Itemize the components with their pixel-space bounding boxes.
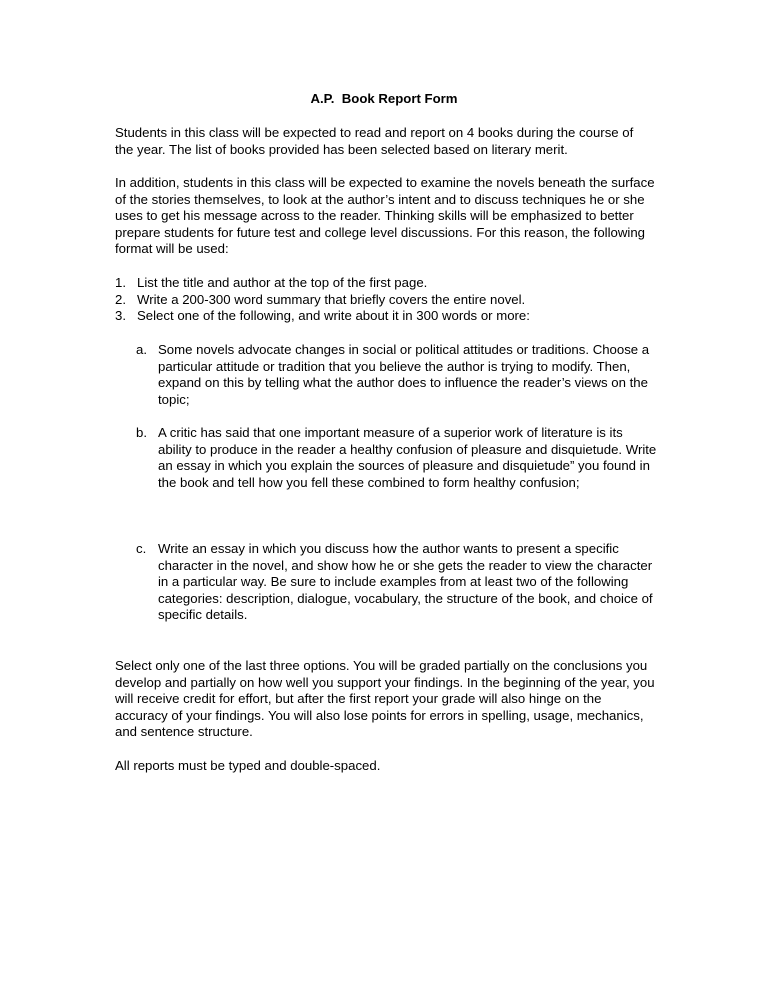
list-item — [115, 292, 655, 309]
numbered-list — [115, 275, 655, 325]
option-marker: c. — [136, 541, 147, 556]
option-c — [136, 541, 658, 624]
option-a — [136, 342, 658, 408]
list-marker: 3. — [115, 308, 126, 324]
list-item-text: List the title and author at the top of the first page. — [137, 275, 428, 290]
list-marker: 1. — [115, 275, 126, 290]
list-item-text: Write a 200-300 word summary that briefly covers the entire novel. — [137, 291, 526, 307]
closing-paragraph: All reports must be typed and double-spaced. — [115, 758, 381, 773]
option-b — [136, 425, 658, 491]
grading-paragraph: Select only one of the last three options. You will be graded partially on the conclusions you develop and partially on how well you support your findings. In the beginning of the year, you will receive credit for effort, but after the first report your grade will also hinge on the accuracy of your findings. You will also lose points for errors in spelling, usage, mechanics, and sentence structure. — [115, 658, 655, 740]
list-item — [115, 275, 655, 292]
option-text: Write an essay in which you discuss how the author wants to present a specific character in the novel, and show how he or she gets the reader to view the character in a particular way. Be sure to include examples from at least two of the following categories: description, dialogue, vocabulary, the structure of the book, and choice of specific details. — [158, 541, 653, 623]
list-item-text: Select one of the following, and write about it in 300 words or more: — [137, 308, 530, 324]
list-marker: 2. — [115, 291, 126, 307]
option-text: Some novels advocate changes in social or political attitudes or traditions. Choose a particular attitude or tradition that you believe the author is trying to modify. Then, expand on this by telling what the author does to influence the reader’s views on the topic; — [158, 342, 650, 407]
document-title: A.P. Book Report Form — [310, 91, 458, 106]
option-marker: b. — [136, 425, 147, 440]
instructions-paragraph: In addition, students in this class will be expected to examine the novels beneath the surface of the stories themselves, to look at the author’s intent and to discuss techniques he or she uses to get his message across to the reader. Thinking skills will be emphasized to better prepare students for future test and college level discussions. For this reason, the following format will be used: — [115, 175, 655, 257]
option-marker: a. — [136, 342, 147, 357]
list-item — [115, 308, 655, 325]
intro-paragraph: Students in this class will be expected to read and report on 4 books during the course of the year. The list of books provided has been selected based on literary merit. — [115, 125, 634, 157]
option-text: A critic has said that one important measure of a superior work of literature is its ability to produce in the reader a healthy confusion of pleasure and disquietude. Write an essay in which you explain the sources of pleasure and disquietude” you found in the book and tell how you fell these combined to form healthy confusion; — [158, 425, 657, 490]
